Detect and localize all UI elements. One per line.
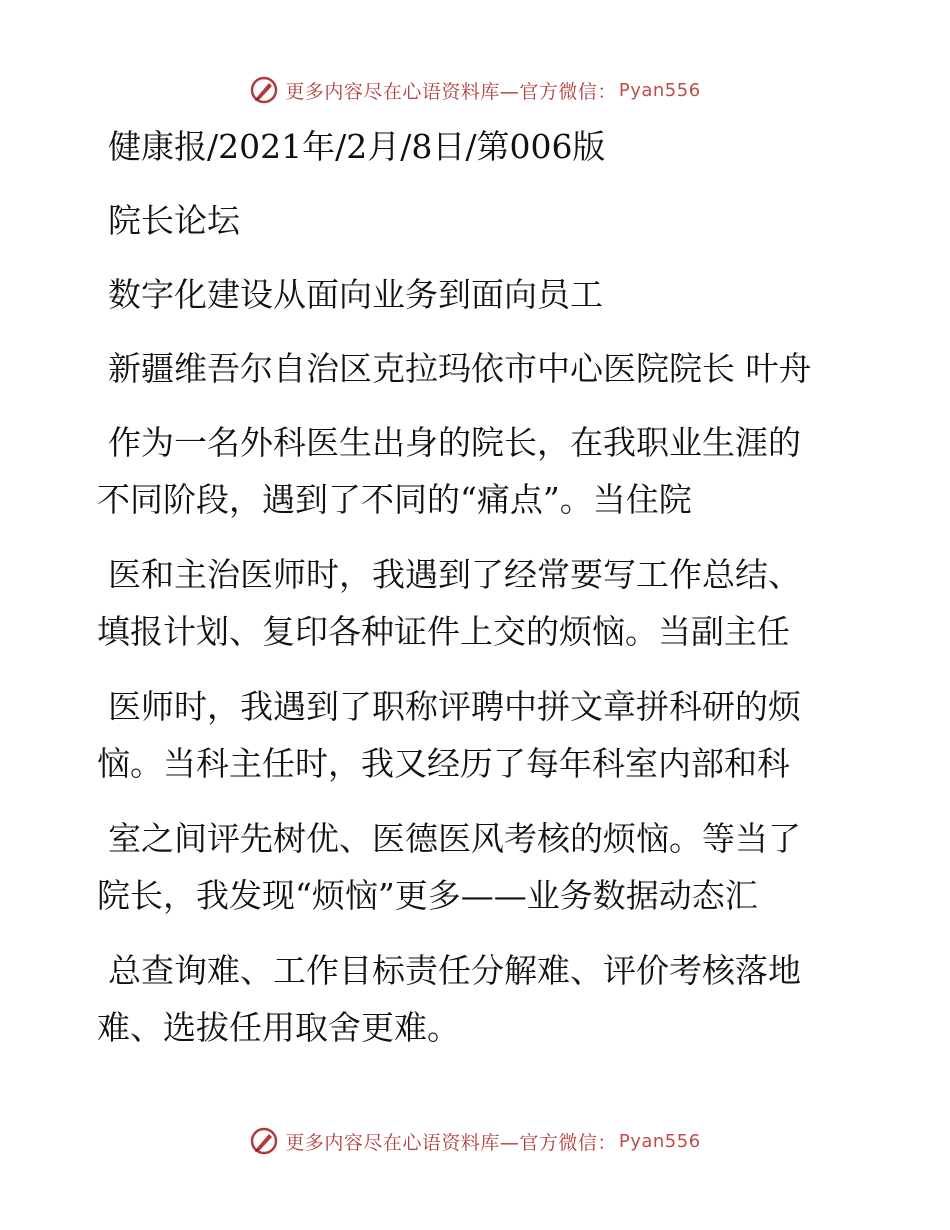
watermark-top [0,70,950,110]
watermark-wechat-id: Pyan556 [618,1130,701,1152]
body-line: 填报计划、复印各种证件上交的烦恼。当副主任 [97,612,790,651]
pen-logo-icon [249,75,279,105]
article-title: 数字化建设从面向业务到面向员工 [108,275,603,314]
body-line: 院长，我发现“烦恼”更多——业务数据动态汇 [97,876,758,915]
body-line: 总查询难、工作目标责任分解难、评价考核落地 [108,951,801,990]
body-line: 室之间评先树优、医德医风考核的烦恼。等当了 [108,819,801,858]
body-line: 难、选拔任用取舍更难。 [97,1008,460,1047]
column-name: 院长论坛 [108,201,240,240]
body-line: 医和主治医师时，我遇到了经常要写工作总结、 [108,555,801,594]
watermark-wechat-id: Pyan556 [618,79,701,101]
author-byline: 新疆维吾尔自治区克拉玛依市中心医院院长 叶舟 [108,349,812,388]
source-line: 健康报/2021年/2月/8日/第006版 [108,127,606,166]
watermark-text: 更多内容尽在心语资料库—官方微信： [285,1131,617,1154]
body-line: 医师时，我遇到了职称评聘中拼文章拼科研的烦 [108,687,801,726]
watermark-text: 更多内容尽在心语资料库—官方微信： [285,80,617,103]
body-line: 作为一名外科医生出身的院长，在我职业生涯的 [108,423,801,462]
watermark-bottom [0,1121,950,1161]
body-line: 恼。当科主任时，我又经历了每年科室内部和科 [97,744,790,783]
pen-logo-icon [249,1126,279,1156]
body-line: 不同阶段，遇到了不同的“痛点”。当住院 [97,480,692,519]
